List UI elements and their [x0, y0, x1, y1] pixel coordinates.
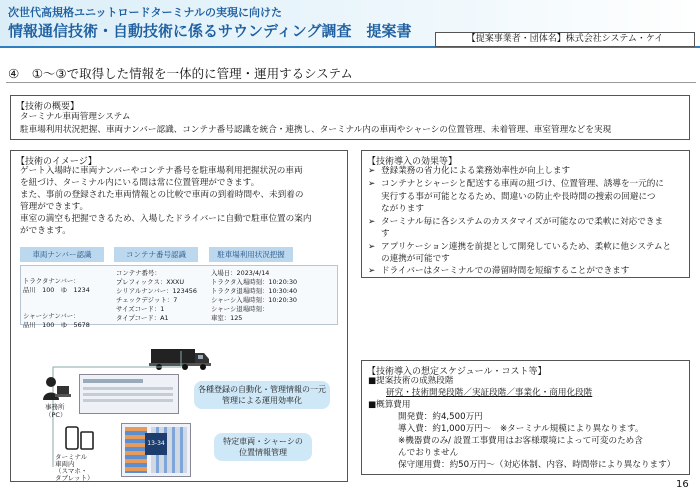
overview-line-2: 駐車場利用状況把握、車両ナンバー認識、コンテナ番号認識を統合・連携し、ターミナル内の車両やシャーシの位置管理、未着管理、車室管理などを実現	[20, 125, 612, 135]
image-line: ができます。	[20, 226, 71, 236]
page-number: 16	[676, 479, 689, 490]
cost-title: ■概算費用	[368, 400, 411, 410]
image-heading: 【技術のイメージ】	[16, 157, 97, 167]
schedule-box	[361, 360, 690, 475]
effect-item: ターミナル毎に各システムのカスタマイズが可能なので柔軟に対応できま	[381, 216, 664, 227]
cost-note: ※機器費のみ/ 設置工事費用はお客様環境によって可変のため含	[398, 436, 643, 446]
container-line: タイプコード：A1	[116, 314, 169, 322]
image-line: また、事前の登録された車両情報との比較で車両の到着時間や、未到着の	[20, 190, 304, 200]
parking-line: シャーシ入場時刻：10:20:30	[211, 296, 297, 304]
image-line: 管理ができます。	[20, 202, 89, 212]
effect-item: アプリケーション連携を前提として開発しているため、柔軟に他システムと	[381, 241, 672, 252]
proposer-box: 【提案事業者・団体名】株式会社システム・ケイ	[435, 32, 695, 47]
effect-bullet: ➢	[368, 241, 376, 252]
image-line: ゲート入場時に車両ナンバーやコンテナ番号を駐車場利用把握状況の車両	[20, 166, 303, 176]
cost-maintenance: 保守運用費：約50万円～（対応体制、内容、時間帯により異なります）	[398, 460, 676, 470]
benefit-location	[214, 433, 312, 461]
parking-line: シャーシ退場時刻：	[211, 305, 269, 313]
effect-bullet: ➢	[368, 216, 376, 227]
effect-item: 実行する事が可能となるため、間違いの防止や長時間の捜索の回避につ	[381, 191, 656, 202]
parking-line: トラクタ退場時刻：10:30:40	[211, 287, 298, 295]
tag-container-recognition: コンテナ番号認識	[114, 247, 198, 262]
effect-bullet: ➢	[368, 179, 376, 189]
screen-bar	[83, 399, 173, 402]
effects-heading: 【技術導入の効果等】	[367, 157, 458, 167]
tag-plate-recognition: 車両ナンバー認識	[20, 247, 104, 262]
image-line: を紐づけ、ターミナル内にいる間は常に位置管理ができます。	[20, 178, 260, 188]
benefit-automation-line: 各種登録の自動化・管理情報の一元	[198, 385, 326, 394]
container-line: コンテナ番号：	[116, 269, 161, 277]
plate-line: シャーシナンバー：	[23, 312, 80, 320]
container-line: チェックデジット：7	[116, 296, 178, 304]
effect-item: ながります	[381, 204, 424, 214]
cost-note: んでおりません	[398, 448, 459, 458]
screen-bar	[83, 379, 143, 383]
plate-line: 品川 100 ゆ 5678	[23, 321, 90, 329]
screen-bar	[83, 393, 173, 396]
smartphone-icon	[65, 426, 95, 452]
image-line: 車室の満空も把握できるため、入場したドライバーに自動で駐車位置の案内	[20, 214, 312, 224]
overview-box	[10, 95, 690, 140]
effect-item: ドライバーはターミナルでの滞留時間を短縮することができます	[381, 266, 630, 276]
parking-line: 車室：125	[211, 314, 243, 322]
effects-box	[361, 150, 690, 278]
screen-bar	[83, 387, 173, 390]
container-line: プレフィックス：XXXU	[116, 278, 185, 286]
office-label: （PC）	[45, 411, 67, 419]
container-line: サイズコード：1	[116, 305, 165, 313]
mobile-label: （スマホ・	[55, 467, 88, 475]
stage-title: ■提案技術の成熟段階	[368, 376, 454, 386]
benefit-location-line: 位置情報管理	[239, 448, 287, 457]
effect-item: す	[381, 229, 390, 239]
mobile-label: タブレット）	[55, 474, 94, 482]
mobile-label: ターミナル	[55, 453, 88, 461]
tag-parking-status: 駐車場利用状況把握	[209, 247, 293, 262]
benefit-location-line: 特定車両・シャーシの	[223, 437, 303, 446]
mobile-label: 車両内	[55, 460, 75, 468]
parking-line: トラクタ入場時刻：10:20:30	[211, 278, 298, 286]
section-divider	[6, 82, 696, 83]
parking-line: 入場日：2023/4/14	[211, 269, 270, 277]
effect-bullet: ➢	[368, 166, 376, 176]
section-heading: ④ ①～③で取得した情報を一体的に管理・運用するシステム	[8, 66, 353, 81]
cost-development: 開発費：約4,500万円	[398, 412, 483, 422]
screen-block	[125, 427, 147, 473]
map-tile: 13-34	[145, 433, 167, 455]
plate-line: 品川 100 ゆ 1234	[23, 286, 90, 294]
overview-line-1: ターミナル車両管理システム	[20, 112, 131, 122]
office-pc-icon	[41, 376, 71, 402]
overview-heading: 【技術の概要】	[16, 102, 80, 112]
benefit-automation-line: 管理による運用効率化	[222, 396, 302, 405]
effect-item: コンテナとシャーシと配送する車両の紐づけ、位置管理、誘導を一元的に	[381, 179, 664, 189]
stage-text: 研究・技術開発段階／実証段階／事業化・商用化段階	[386, 388, 593, 398]
benefit-automation	[194, 381, 330, 409]
schedule-heading: 【技術導入の想定スケジュール・コスト等】	[367, 367, 547, 377]
office-label: 事務所	[45, 403, 65, 411]
container-line: シリアルナンバー：123456	[116, 287, 197, 295]
effect-bullet: ➢	[368, 266, 376, 276]
header-subtitle: 次世代高規格ユニットロードターミナルの実現に向けた	[8, 6, 283, 19]
effect-item: の連携が可能です	[381, 254, 450, 264]
plate-line: トラクタナンバー：	[23, 277, 80, 285]
effect-item: 登録業務の省力化による業務効率性が向上します	[381, 166, 571, 176]
cost-introduction: 導入費：約1,000万円～ ※ターミナル規模により異なります。	[398, 424, 644, 434]
header-title: 情報通信技術・自動技術に係るサウンディング調査 提案書	[8, 22, 412, 40]
image-box	[10, 150, 348, 482]
